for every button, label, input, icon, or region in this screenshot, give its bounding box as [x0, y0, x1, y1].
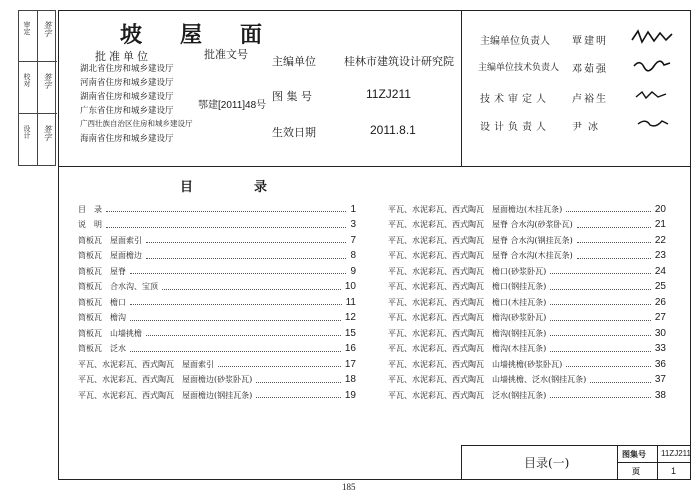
responsible-role: 设计负责人	[480, 122, 550, 133]
approval-doc-number: 鄂建[2011]48号	[198, 100, 267, 111]
toc-entry-page: 22	[654, 234, 666, 246]
toc-entry-label: 目 录	[78, 204, 102, 214]
atlas-no-value: 11ZJ211	[366, 87, 411, 101]
toc-entry-page: 20	[654, 203, 666, 215]
toc-entry[interactable]	[78, 342, 356, 356]
toc-entry[interactable]	[388, 218, 666, 232]
editor-unit-value: 桂林市建筑设计研究院	[344, 55, 454, 68]
toc-entry-page: 8	[350, 250, 356, 261]
toc-leader	[577, 226, 651, 228]
toc-entry[interactable]	[78, 311, 356, 325]
toc-entry-label: 平瓦、水泥彩瓦、西式陶瓦 屋面檐边(钢挂瓦条)	[78, 390, 253, 400]
toc-leader	[106, 210, 346, 212]
toc-leader	[256, 381, 341, 383]
toc-entry-page: 30	[654, 327, 666, 339]
toc-entry-label: 平瓦、水泥彩瓦、西式陶瓦 屋面檐边(砂浆卧瓦)	[78, 375, 253, 384]
toc-leader	[550, 350, 651, 352]
toc-leader	[577, 257, 651, 259]
toc-entry-page: 11	[345, 296, 356, 308]
toc-entry[interactable]	[78, 373, 356, 387]
approval-unit: 海南省住房和城乡建设厅	[80, 134, 174, 144]
toc-entry[interactable]	[78, 280, 356, 294]
signature-mark	[634, 88, 670, 102]
toc-leader	[130, 350, 341, 352]
page-value: 1	[671, 466, 677, 476]
approval-doc-heading: 批准文号	[204, 48, 248, 61]
toc-entry-page: 7	[350, 234, 356, 246]
toc-leader	[130, 303, 342, 305]
toc-entry-label: 平瓦、水泥彩瓦、西式陶瓦 檐沟(木挂瓦条)	[388, 344, 547, 353]
toc-entry-label: 筒板瓦 屋面檐边	[78, 251, 142, 260]
side-signature-strip	[18, 10, 56, 166]
toc-entry[interactable]	[78, 357, 356, 371]
toc-entry-page: 23	[654, 250, 666, 261]
header-split	[461, 10, 462, 166]
toc-leader	[550, 334, 651, 336]
toc-entry-label: 平瓦、水泥彩瓦、西式陶瓦 屋面檐边(木挂瓦条)	[388, 204, 563, 214]
toc-entry-page: 3	[350, 219, 356, 230]
toc-entry-label: 筒板瓦 合水沟、宝顶	[78, 282, 158, 291]
toc-entry-label: 平瓦、水泥彩瓦、西式陶瓦 檐口(钢挂瓦条)	[388, 282, 547, 291]
atlas-no-label: 图 集 号	[272, 90, 312, 103]
side-divider	[19, 113, 57, 114]
toc-entry[interactable]	[78, 218, 356, 232]
toc-leader	[130, 319, 341, 321]
toc-leader	[590, 381, 651, 383]
book-page-number: 185	[342, 482, 356, 492]
toc-entry-page: 17	[344, 358, 356, 370]
side-signature: 签字	[43, 73, 52, 89]
toc-entry[interactable]	[388, 388, 666, 402]
toc-entry-page: 16	[344, 343, 356, 354]
toc-entry[interactable]	[388, 295, 666, 309]
toc-entry-page: 27	[654, 312, 666, 323]
toc-entry[interactable]	[78, 249, 356, 263]
toc-leader	[146, 334, 341, 336]
responsible-role: 技术审定人	[480, 94, 550, 105]
toc-entry-label: 筒板瓦 檐口	[78, 297, 126, 307]
toc-entry-page: 18	[344, 374, 356, 385]
side-label-check: 校对	[23, 73, 31, 87]
toc-entry[interactable]	[78, 264, 356, 278]
approval-units-heading: 批准单位	[95, 50, 151, 63]
toc-leader	[566, 365, 651, 367]
toc-leader	[146, 241, 346, 243]
toc-entry-label: 平瓦、水泥彩瓦、西式陶瓦 檐沟(砂浆卧瓦)	[388, 313, 547, 322]
effective-date-label: 生效日期	[272, 126, 316, 139]
toc-leader	[106, 226, 346, 228]
toc-entry-label: 筒板瓦 屋脊	[78, 266, 126, 276]
toc-entry-label: 平瓦、水泥彩瓦、西式陶瓦 屋脊 合水沟(砂浆卧瓦)	[388, 220, 573, 229]
toc-entry-label: 平瓦、水泥彩瓦、西式陶瓦 檐口(砂浆卧瓦)	[388, 266, 547, 276]
toc-heading-left: 目	[180, 180, 194, 195]
toc-entry[interactable]	[388, 249, 666, 263]
side-label-design: 设计	[23, 125, 31, 139]
toc-entry-label: 筒板瓦 屋面索引	[78, 235, 142, 245]
toc-leader	[256, 396, 341, 398]
toc-entry-page: 12	[344, 312, 356, 323]
title-block-divider	[617, 462, 690, 463]
toc-entry-page: 19	[344, 389, 356, 401]
toc-entry[interactable]	[388, 202, 666, 216]
responsible-name: 尹冰	[572, 122, 604, 133]
toc-leader	[577, 241, 651, 243]
toc-leader	[550, 272, 651, 274]
toc-entry[interactable]	[388, 357, 666, 371]
signature-mark	[632, 58, 672, 72]
toc-leader	[550, 303, 651, 305]
toc-leader	[550, 288, 651, 290]
toc-entry[interactable]	[78, 233, 356, 247]
toc-entry-page: 25	[654, 281, 666, 292]
editor-unit-label: 主编单位	[272, 55, 316, 68]
toc-entry-page: 9	[350, 265, 356, 277]
toc-entry-label: 平瓦、水泥彩瓦、西式陶瓦 檐口(木挂瓦条)	[388, 297, 547, 307]
toc-entry-page: 33	[654, 343, 666, 354]
toc-entry-label: 平瓦、水泥彩瓦、西式陶瓦 檐沟(钢挂瓦条)	[388, 328, 547, 338]
toc-leader	[550, 396, 651, 398]
toc-entry-label: 平瓦、水泥彩瓦、西式陶瓦 山墙挑檐(砂浆卧瓦)	[388, 359, 563, 369]
toc-entry-label: 平瓦、水泥彩瓦、西式陶瓦 泛水(钢挂瓦条)	[388, 390, 547, 400]
toc-entry[interactable]	[78, 388, 356, 402]
toc-entry[interactable]	[78, 326, 356, 340]
toc-entry-label: 筒板瓦 檐沟	[78, 313, 126, 322]
toc-heading-right: 录	[254, 180, 268, 195]
page-label: 页	[632, 466, 640, 476]
toc-entry-page: 10	[344, 281, 356, 292]
toc-entry-page: 37	[654, 374, 666, 385]
header-divider	[58, 166, 691, 167]
responsible-name: 邓茹强	[572, 64, 608, 75]
toc-entry-page: 24	[654, 265, 666, 277]
effective-date-value: 2011.8.1	[370, 123, 416, 137]
toc-entry-page: 15	[344, 327, 356, 339]
toc-entry-page: 26	[654, 296, 666, 308]
toc-entry[interactable]	[388, 264, 666, 278]
toc-entry-label: 平瓦、水泥彩瓦、西式陶瓦 屋脊 合水沟(木挂瓦条)	[388, 251, 573, 260]
sheet-title: 目录(一)	[524, 456, 570, 470]
toc-entry-page: 1	[350, 203, 356, 215]
toc-entry-label: 平瓦、水泥彩瓦、西式陶瓦 屋面索引	[78, 359, 214, 369]
side-divider	[37, 11, 38, 165]
toc-entry-page: 36	[654, 358, 666, 370]
approval-unit: 河南省住房和城乡建设厅	[80, 78, 174, 88]
approval-unit: 广东省住房和城乡建设厅	[80, 106, 174, 116]
side-label-review: 审定	[23, 21, 31, 35]
toc-entry-page: 21	[654, 219, 666, 230]
side-signature: 签字	[43, 125, 52, 141]
toc-entry-page: 38	[654, 389, 666, 401]
toc-entry[interactable]	[78, 295, 356, 309]
side-divider	[19, 61, 57, 62]
toc-entry[interactable]	[388, 326, 666, 340]
toc-leader	[146, 257, 346, 259]
page-title: 坡屋面	[120, 22, 301, 48]
toc-entry[interactable]	[388, 233, 666, 247]
toc-leader	[218, 365, 341, 367]
toc-entry[interactable]	[388, 311, 666, 325]
approval-unit: 广西壮族自治区住房和城乡建设厅	[80, 119, 193, 128]
responsible-role: 主编单位技术负责人	[478, 63, 560, 73]
toc-leader	[550, 319, 651, 321]
toc-entry[interactable]	[78, 202, 356, 216]
title-block	[461, 445, 691, 480]
responsible-name: 覃建明	[572, 36, 608, 47]
atlas-label: 图集号	[622, 449, 646, 459]
toc-entry[interactable]	[388, 342, 666, 356]
atlas-value: 11ZJ211	[661, 449, 691, 458]
approval-unit: 湖南省住房和城乡建设厅	[80, 92, 174, 102]
responsible-name: 卢裕生	[572, 94, 608, 105]
side-signature: 签字	[43, 21, 52, 37]
toc-entry[interactable]	[388, 280, 666, 294]
toc-entry-label: 筒板瓦 山墙挑檐	[78, 328, 142, 338]
toc-entry-label: 说 明	[78, 220, 102, 229]
responsible-role: 主编单位负责人	[480, 36, 550, 47]
toc-entry[interactable]	[388, 373, 666, 387]
approval-unit: 湖北省住房和城乡建设厅	[80, 64, 174, 74]
toc-leader	[130, 272, 346, 274]
toc-entry-label: 平瓦、水泥彩瓦、西式陶瓦 屋脊 合水沟(钢挂瓦条)	[388, 235, 573, 245]
toc-leader	[162, 288, 341, 290]
toc-leader	[566, 210, 651, 212]
toc-entry-label: 平瓦、水泥彩瓦、西式陶瓦 山墙挑檐、泛水(钢挂瓦条)	[388, 375, 587, 384]
signature-mark	[630, 28, 674, 46]
toc-entry-label: 筒板瓦 泛水	[78, 344, 126, 353]
signature-mark	[636, 116, 670, 130]
